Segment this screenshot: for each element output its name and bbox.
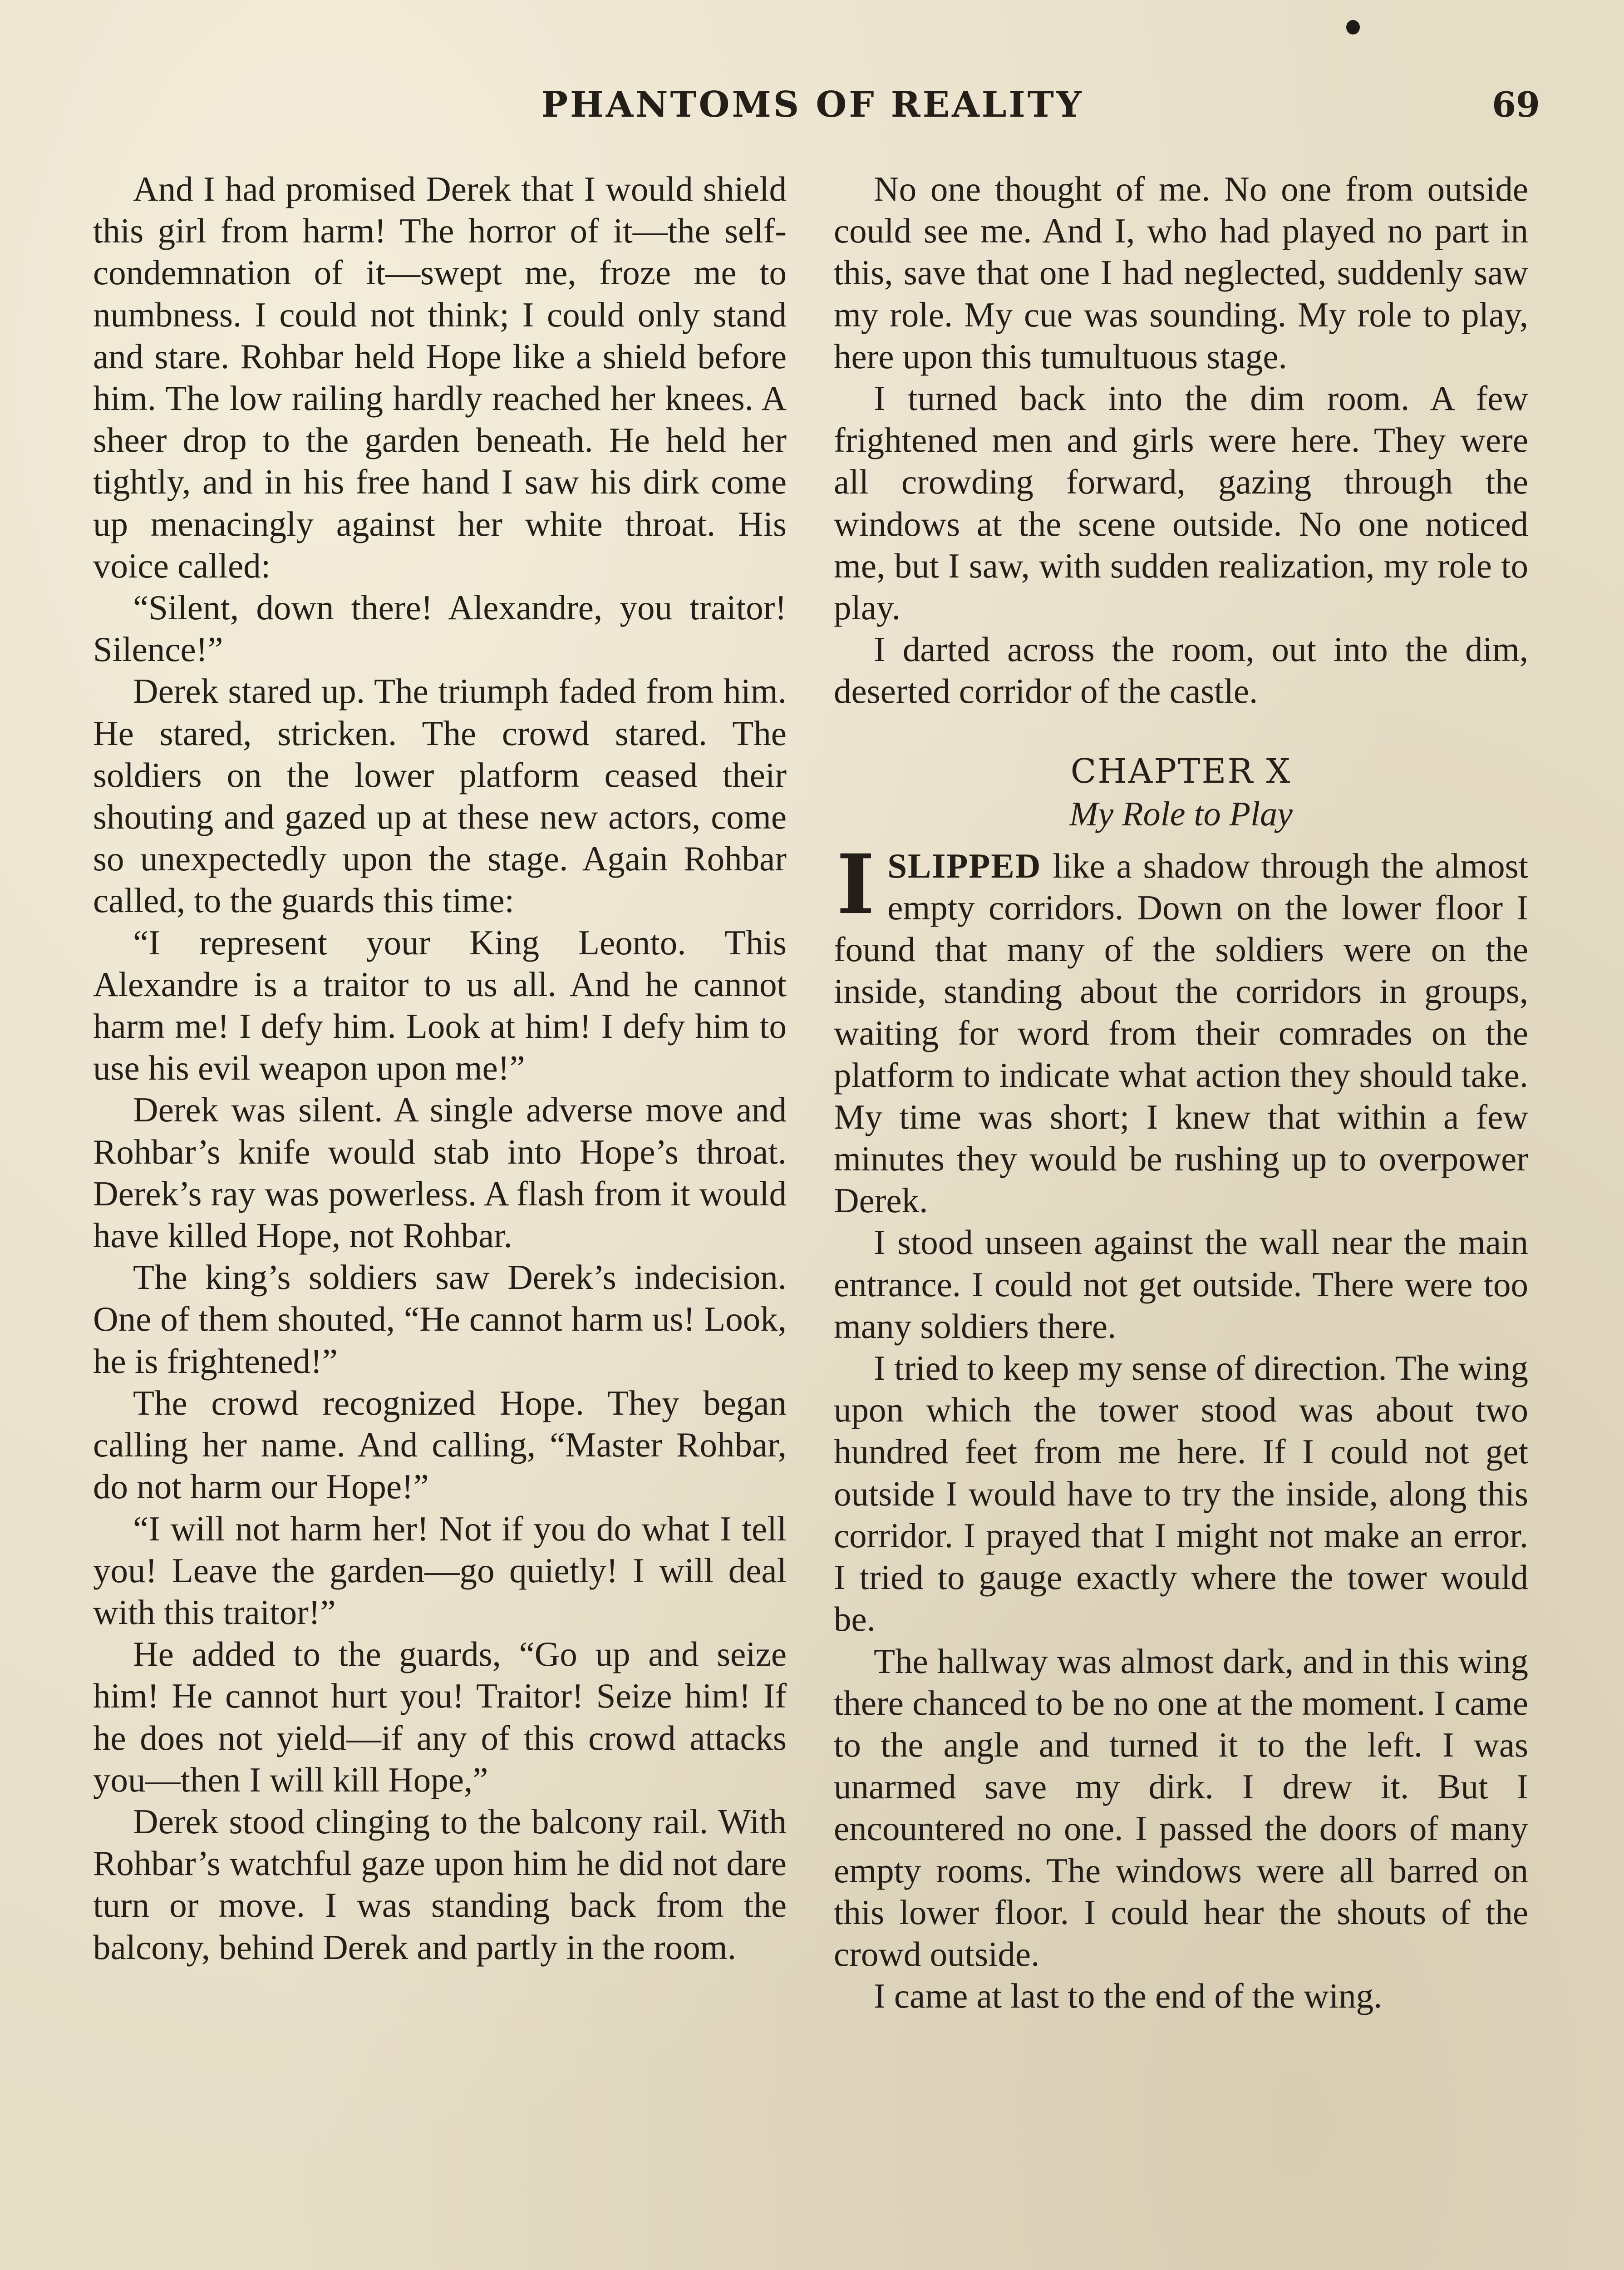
paragraph: “I will not harm her! Not if you do what I tell you! Leave the garden—go quietly! I will deal with this traitor!” <box>93 1509 787 1632</box>
page-number: 69 <box>1492 84 1540 125</box>
running-title: PHANTOMS OF REALITY <box>541 84 1084 125</box>
paragraph: And I had promised Derek that I would shield this girl from harm! The horror of it—the self-condemnation of it—swept me, froze me to numbness. I could not think; I could only stand and stare. Rohbar held Hope like a shield before him. The low railing hardly reached her knees. A sheer drop to the garden beneath. He held her tightly, and in his free hand I saw his dirk come up menacingly against her white throat. His voice called: <box>93 169 787 585</box>
paragraph: No one thought of me. No one from outside could see me. And I, who had played no part in this, save that one I had neglected, suddenly saw my role. My cue was sounding. My role to play, here upon this tumultuous stage. <box>834 169 1528 376</box>
paragraph: I turned back into the dim room. A few frightened men and girls were here. They were all crowding forward, gazing through the windows at the scene outside. No one noticed me, but I saw, with sudden realization, my role to play. <box>834 379 1528 627</box>
paragraph: The crowd recognized Hope. They began calling her name. And calling, “Master Rohbar, do not harm our Hope!” <box>93 1383 787 1506</box>
drop-cap: I <box>837 836 875 933</box>
paragraph: I came at last to the end of the wing. <box>874 1976 1383 2016</box>
running-header <box>0 80 1624 130</box>
paragraph: He added to the guards, “Go up and seize him! He cannot hurt you! Traitor! Seize him! If he does not yield—if any of this crowd attacks you—then I will kill Hope,” <box>93 1634 787 1799</box>
chapter-opening-paragraph <box>834 836 1529 1222</box>
paragraph: “Silent, down there! Alexandre, you traitor! Silence!” <box>93 588 787 669</box>
paragraph: I stood unseen against the wall near the main entrance. I could not get outside. There were too many soldiers there. <box>834 1223 1528 1346</box>
paragraph: Derek stood clinging to the balcony rail. With Rohbar’s watchful gaze upon him he did not dare turn or move. I was standing back from the balcony, behind Derek and partly in the room. <box>93 1801 787 1967</box>
opening-small-caps: SLIPPED <box>887 846 1042 885</box>
paragraph: “I represent your King Leonto. This Alexandre is a traitor to us all. And he cannot harm me! I defy him. Look at him! I defy him to use his evil weapon upon me!” <box>93 923 787 1088</box>
chapter-subtitle: My Role to Play <box>1069 794 1293 833</box>
ink-spot <box>1346 20 1360 35</box>
opening-text: like a shadow through the almost empty corridors. Down on the lower floor I found that many of the soldiers were on the inside, standing about the corridors in groups, waiting for word from their comrades on the platform to indicate what action they should take. My time was short; I knew that within a few minutes they would be rushing up to overpower Derek. <box>834 846 1529 1220</box>
paragraph: I tried to keep my sense of direction. The wing upon which the tower stood was about two hundred feet from me here. If I could not get outside I would have to try the inside, along this corridor. I prayed that I might not make an error. I tried to gauge exactly where the tower would be. <box>834 1348 1528 1639</box>
paragraph: I darted across the room, out into the dim, deserted corridor of the castle. <box>834 630 1528 711</box>
paragraph: Derek was silent. A single adverse move and Rohbar’s knife would stab into Hope’s throat. Derek’s ray was powerless. A flash from it would have killed Hope, not Rohbar. <box>93 1090 787 1255</box>
paragraph: The hallway was almost dark, and in this wing there chanced to be no one at the moment. I came to the angle and turned it to the left. I was unarmed save my dirk. I drew it. But I encountered no one. I passed the doors of many empty rooms. The windows were all barred on this lower floor. I could hear the shouts of the crowd outside. <box>834 1641 1528 1974</box>
right-column <box>834 168 1528 2017</box>
left-column <box>93 168 787 1968</box>
paragraph: Derek stared up. The triumph faded from him. He stared, stricken. The crowd stared. The soldiers on the lower platform ceased their shouting and gazed up at these new actors, come so unexpectedly upon the stage. Again Rohbar called, to the guards this time: <box>93 671 787 920</box>
chapter-heading: CHAPTER X <box>1070 751 1292 791</box>
paragraph: The king’s soldiers saw Derek’s indecision. One of them shouted, “He cannot harm us! Look, he is frightened!” <box>93 1258 787 1381</box>
